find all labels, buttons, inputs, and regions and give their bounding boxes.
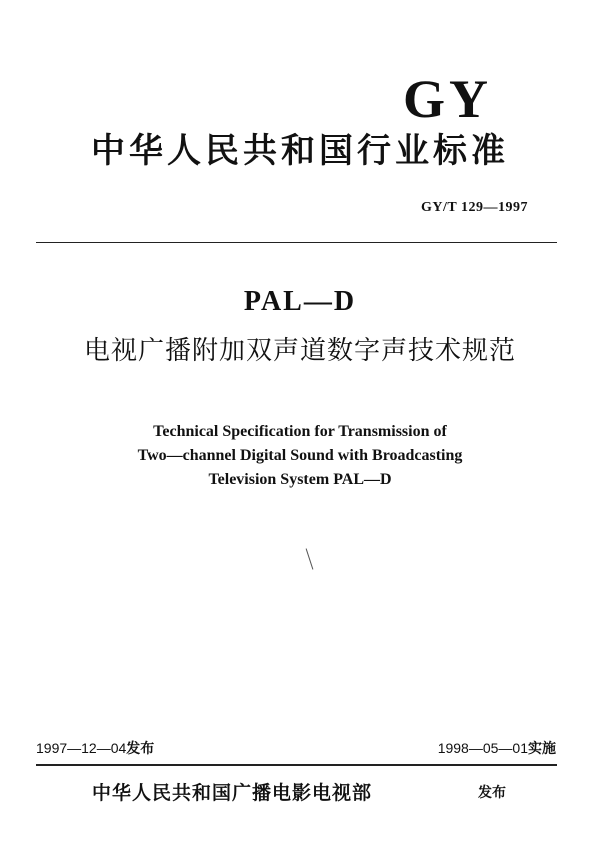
title-system: PAL—D — [243, 286, 357, 317]
issuing-authority: 中华人民共和国广播电影电视部 — [92, 782, 373, 804]
issue-date-label: 发布 — [126, 741, 155, 757]
english-title — [0, 420, 600, 492]
implementation-date — [438, 738, 556, 758]
issue-date — [36, 738, 154, 758]
english-title-line-2: Two—channel Digital Sound with Broadcasting — [137, 447, 463, 464]
issue-date-value: 1997—12—04 — [36, 740, 127, 756]
scan-mark — [306, 548, 314, 569]
top-divider — [36, 242, 557, 243]
implementation-date-value: 1998—05—01 — [437, 740, 528, 756]
english-title-line-1: Technical Specification for Transmission of — [153, 423, 447, 440]
english-title-line-3: Television System PAL—D — [208, 471, 392, 488]
standard-number: GY/T 129—1997 — [421, 200, 528, 215]
standard-category: 中华人民共和国行业标准 — [91, 131, 509, 171]
issuing-action: 发布 — [478, 785, 506, 801]
standard-code: GY — [403, 69, 492, 129]
implementation-date-label: 实施 — [528, 741, 556, 757]
bottom-divider — [36, 764, 557, 766]
title-main: 电视广播附加双声道数字声技术规范 — [83, 336, 516, 366]
